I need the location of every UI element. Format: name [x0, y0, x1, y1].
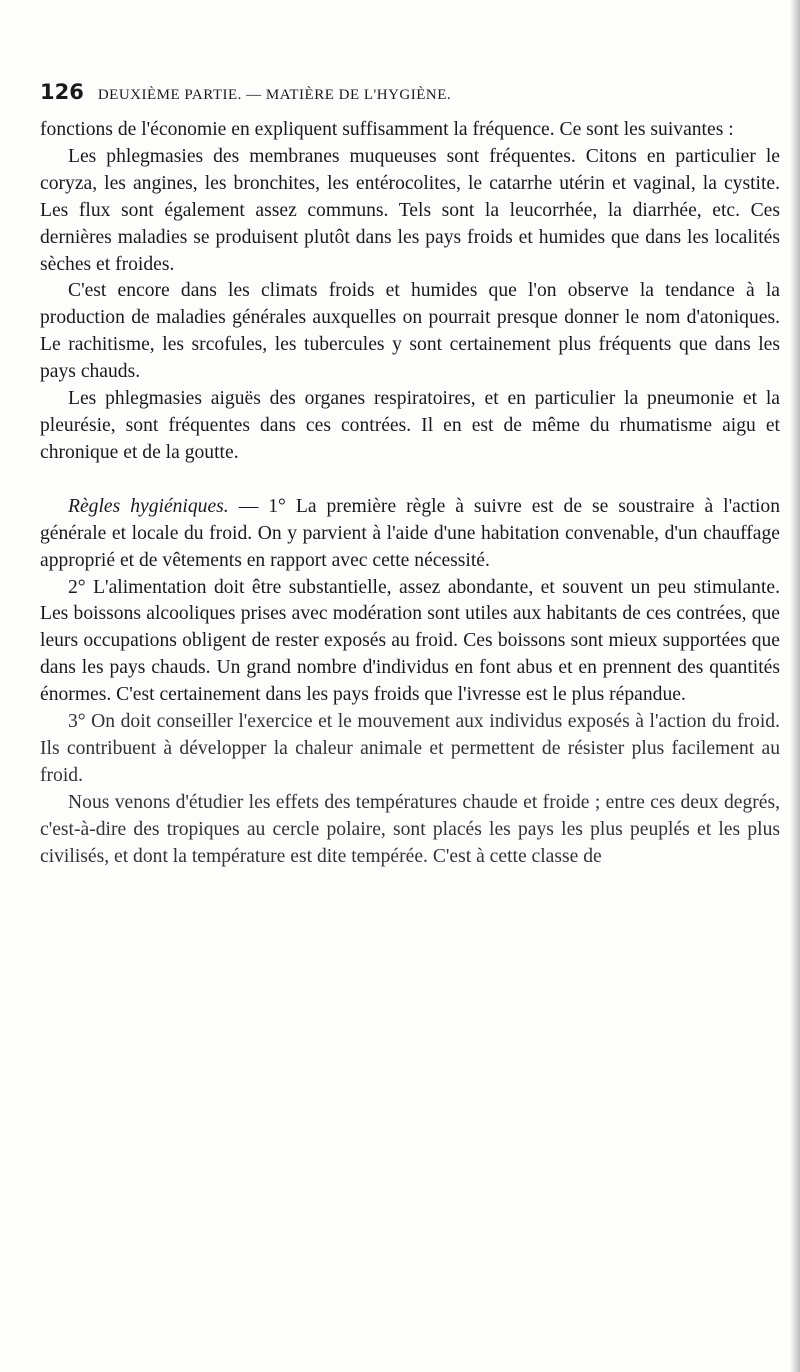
- running-head-title: DEUXIÈME PARTIE. — MATIÈRE DE L'HYGIÈNE.: [97, 87, 452, 103]
- section-heading: Règles hygiéniques.: [68, 495, 229, 517]
- running-head: [40, 80, 740, 104]
- page-number: 126: [40, 80, 84, 104]
- body-text: [40, 117, 780, 870]
- paragraph-4: Les phlegmasies aiguës des organes respiratoires, et en particulier la pneumonie et la pleurésie, sont fréquentes dans ces contrées. Il en est de même du rhumatisme aigu et chronique et de la goutte.: [40, 388, 780, 463]
- paragraph-1: fonctions de l'économie en expliquent suffisamment la fréquence. Ce sont les suivantes :: [40, 119, 734, 140]
- paragraph-7: 3° On doit conseiller l'exercice et le mouvement aux individus exposés à l'action du froid. Ils contribuent à développer la chaleur animale et permettent de résister plus facilement au froid.: [40, 711, 780, 786]
- paragraph-8: Nous venons d'étudier les effets des températures chaude et froide ; entre ces deux degrés, c'est-à-dire des tropiques au cercle polaire, sont placés les pays les plus peuplés et les plus civilisés, et dont la température est dite tempérée. C'est à cette classe de: [40, 791, 780, 867]
- page-edge-shadow: [790, 0, 800, 1372]
- paragraph-5-text: — 1° La première règle à suivre est de se soustraire à l'action générale et locale du froid. On y parvient à l'aide d'une habitation convenable, d'un chauffage approprié et de vêtements en rapport avec cette nécessité.: [40, 495, 780, 571]
- paragraph-3: C'est encore dans les climats froids et humides que l'on observe la tendance à la production de maladies générales auxquelles on pourrait presque donner le nom d'atoniques. Le rachitisme, les srcofules, les tubercules y sont certainement plus fréquents que dans les pays chauds.: [40, 280, 780, 383]
- paragraph-5: [40, 494, 780, 575]
- paragraph-6: 2° L'alimentation doit être substantielle, assez abondante, et souvent un peu stimulante. Les boissons alcooliques prises avec modération sont utiles aux habitants de ces contrées, que leurs occupations obligent de rester exposés au froid. Ces boissons sont mieux supportées que dans les pays chauds. Un grand nombre d'individus en font abus et en prennent des quantités énormes. C'est certainement dans les pays froids que l'ivresse est le plus répandue.: [40, 576, 780, 706]
- paragraph-2: Les phlegmasies des membranes muqueuses sont fréquentes. Citons en particulier le coryza, les angines, les bronchites, les entérocolites, le catarrhe utérin et vaginal, la cystite. Les flux sont également assez communs. Tels sont la leucorrhée, la diarrhée, etc. Ces dernières maladies se produisent plutôt dans les pays froids et humides que dans les localités sèches et froides.: [40, 145, 780, 275]
